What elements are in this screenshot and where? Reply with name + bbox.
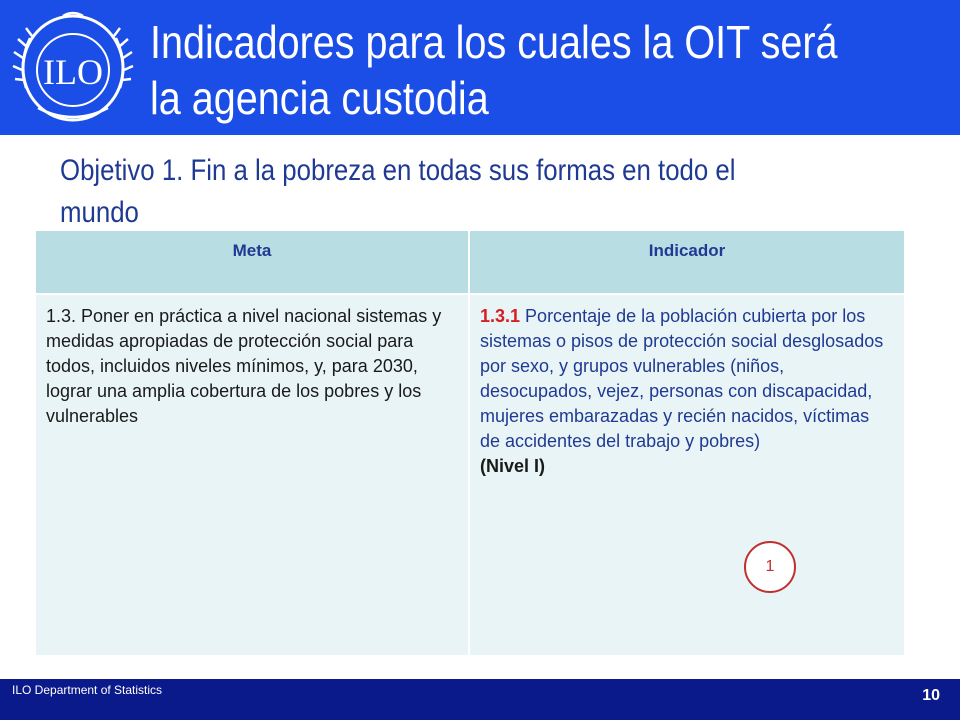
- svg-text:ILO: ILO: [43, 52, 103, 92]
- indicator-code: 1.3.1: [480, 306, 521, 326]
- meta-cell: 1.3. Poner en práctica a nivel nacional sistemas y medidas apropiadas de protección social para todos, incluidos niveles mínimos, y, para 2030, lograr una amplia cobertura de los pobres y los vulnerables: [36, 293, 468, 655]
- count-badge: 1: [744, 541, 796, 593]
- title-line-1: Indicadores para los cuales la OIT será: [150, 16, 838, 68]
- subtitle-line-2: mundo: [60, 196, 139, 229]
- slide-footer: [0, 679, 960, 720]
- ilo-logo-icon: [8, 8, 138, 128]
- indicator-cell: [468, 293, 904, 655]
- header-indicador: Indicador: [468, 231, 904, 293]
- header-meta: Meta: [36, 231, 468, 293]
- subtitle-line-1: Objetivo 1. Fin a la pobreza en todas sus formas en todo el: [60, 154, 736, 187]
- objective-subtitle: [60, 150, 903, 234]
- title-line-2: la agencia custodia: [150, 72, 489, 124]
- page-number: 10: [922, 687, 940, 704]
- slide-header: [0, 0, 960, 135]
- indicator-text: Porcentaje de la población cubierta por los sistemas o pisos de protección social desglosados por sexo, y grupos vulnerables (niños, desocupados, vejez, personas con discapacidad, mujeres embarazadas y recién nacidos, víctimas de accidentes del trabajo y pobres): [480, 306, 884, 451]
- footer-department: ILO Department of Statistics: [12, 683, 163, 697]
- slide-title: [150, 14, 838, 126]
- indicator-level: (Nivel I): [480, 456, 546, 476]
